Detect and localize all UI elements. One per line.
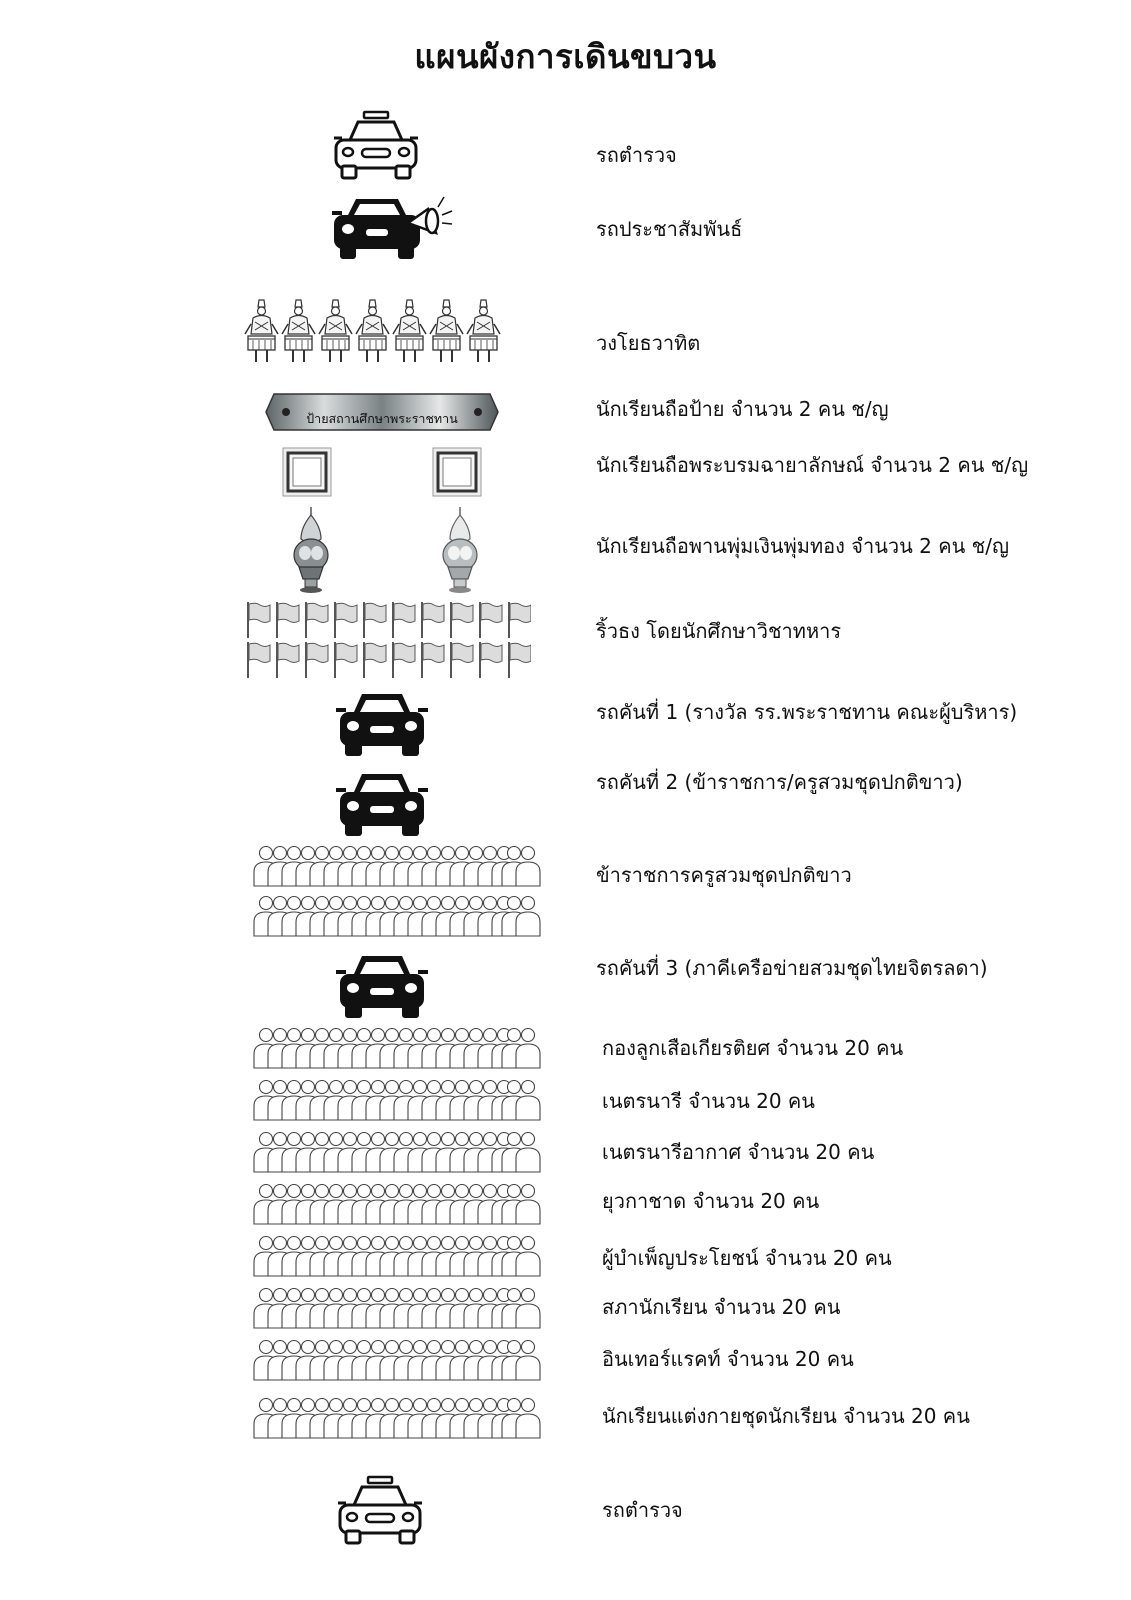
pr-car-megaphone-icon bbox=[332, 193, 456, 265]
label-police-car-front: รถตำรวจ bbox=[596, 143, 677, 167]
label-car-2: รถคันที่ 2 (ข้าราชการ/ครูสวมชุดปกติขาว) bbox=[596, 770, 963, 794]
portrait-frame-icon bbox=[282, 447, 332, 497]
school-sign-text: ป้ายสถานศึกษาพระราชทาน bbox=[306, 411, 458, 426]
air-girl-guides-group-icon bbox=[252, 1132, 542, 1176]
label-teachers: ข้าราชการครูสวมชุดปกติขาว bbox=[596, 863, 852, 887]
car-3-icon bbox=[336, 950, 428, 1022]
label-girl-guides: เนตรนารี จำนวน 20 คน bbox=[602, 1089, 815, 1113]
label-student-council: สภานักเรียน จำนวน 20 คน bbox=[602, 1295, 841, 1319]
label-portrait-bearers: นักเรียนถือพระบรมฉายาลักษณ์ จำนวน 2 คน ช/ญ bbox=[596, 453, 1029, 477]
police-car-icon bbox=[336, 1475, 424, 1547]
label-honor-scouts: กองลูกเสือเกียรติยศ จำนวน 20 คน bbox=[602, 1036, 904, 1060]
page-title: แผนผังการเดินขบวน bbox=[414, 37, 717, 76]
label-marching-band: วงโยธวาทิต bbox=[596, 331, 701, 355]
label-junior-red-cross: ยุวกาชาด จำนวน 20 คน bbox=[602, 1189, 820, 1213]
label-interact: อินเทอร์แรคท์ จำนวน 20 คน bbox=[602, 1347, 854, 1371]
label-car-3: รถคันที่ 3 (ภาคีเครือข่ายสวมชุดไทยจิตรลดา) bbox=[596, 956, 988, 980]
label-uniformed-students: นักเรียนแต่งกายชุดนักเรียน จำนวน 20 คน bbox=[602, 1404, 970, 1428]
label-volunteers: ผู้บำเพ็ญประโยชน์ จำนวน 20 คน bbox=[602, 1246, 892, 1270]
car-2-icon bbox=[336, 768, 428, 840]
label-police-car-rear: รถตำรวจ bbox=[602, 1498, 683, 1522]
silver-offering-icon bbox=[291, 505, 331, 597]
student-council-group-icon bbox=[252, 1288, 542, 1332]
gold-offering-icon bbox=[440, 505, 480, 597]
label-flag-line: ริ้วธง โดยนักศึกษาวิชาทหาร bbox=[596, 619, 842, 643]
teacher-group-icon bbox=[252, 846, 542, 944]
junior-red-cross-group-icon bbox=[252, 1184, 542, 1228]
honor-scouts-group-icon bbox=[252, 1028, 542, 1072]
girl-guides-group-icon bbox=[252, 1080, 542, 1124]
label-sign-bearers: นักเรียนถือป้าย จำนวน 2 คน ช/ญ bbox=[596, 397, 889, 421]
label-air-girl-guides: เนตรนารีอากาศ จำนวน 20 คน bbox=[602, 1140, 875, 1164]
car-1-icon bbox=[336, 688, 428, 760]
label-pr-car: รถประชาสัมพันธ์ bbox=[596, 217, 743, 241]
label-car-1: รถคันที่ 1 (รางวัล รร.พระราชทาน คณะผู้บริหาร) bbox=[596, 700, 1018, 724]
portrait-frame-icon bbox=[432, 447, 482, 497]
marching-band-icon bbox=[243, 298, 508, 366]
uniformed-students-group-icon bbox=[252, 1398, 542, 1442]
flag-bearers-icon bbox=[246, 602, 531, 680]
police-car-icon bbox=[332, 110, 420, 182]
volunteers-group-icon bbox=[252, 1236, 542, 1280]
interact-group-icon bbox=[252, 1340, 542, 1384]
label-offering-bearers: นักเรียนถือพานพุ่มเงินพุ่มทอง จำนวน 2 คน ช/ญ bbox=[596, 534, 1010, 558]
